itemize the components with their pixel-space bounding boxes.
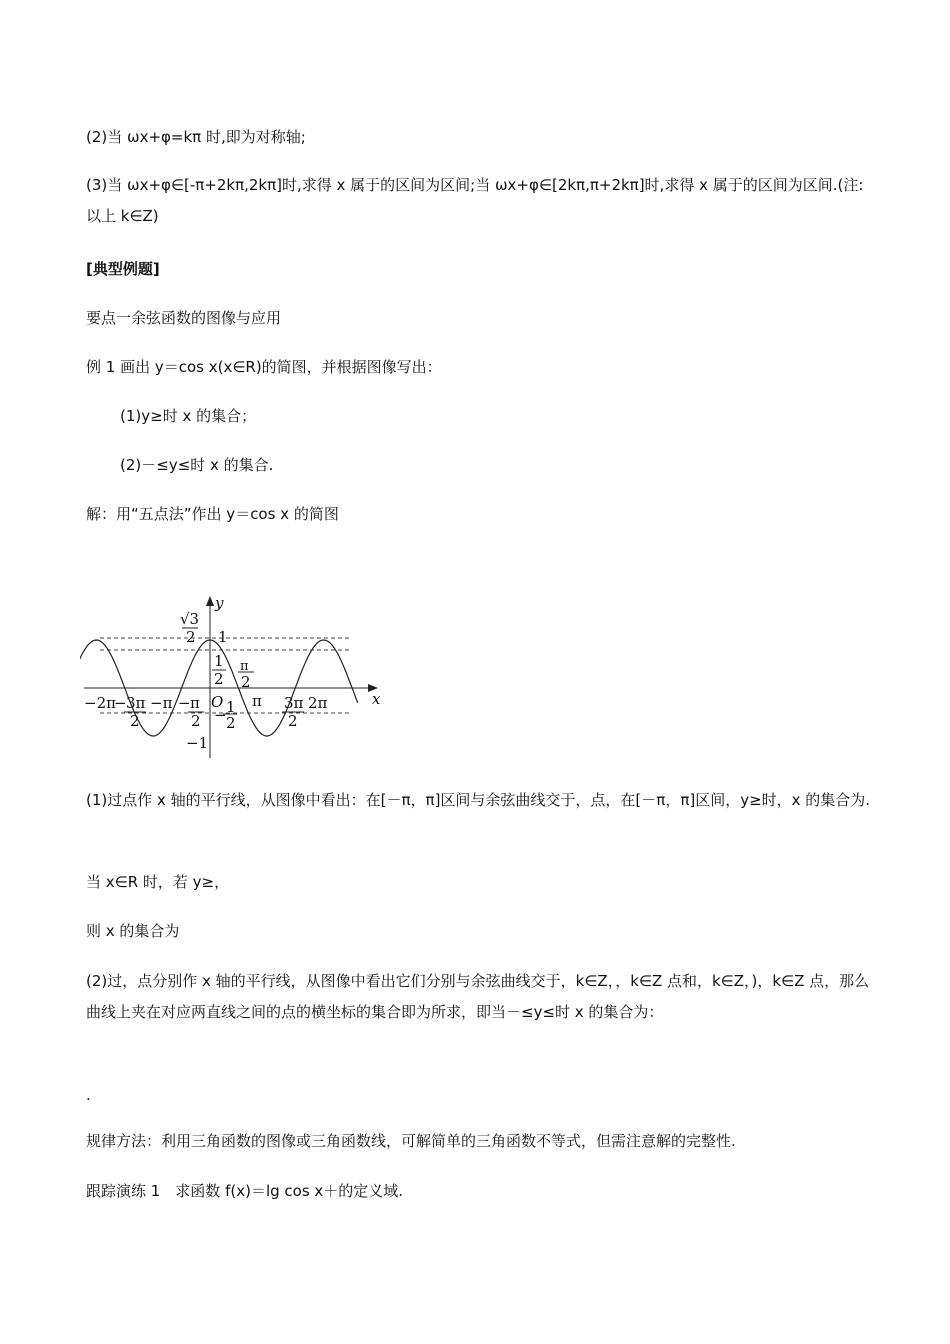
text-line-axis-of-symmetry: (2)当 ωx+φ=kπ 时,即为对称轴; [86,128,306,146]
pi-label: π [252,692,262,710]
section-heading-typical-examples: [典型例题] [86,260,160,278]
y-axis-arrow [206,596,214,606]
one-label: 1 [218,628,228,646]
x-axis-label: x [372,690,381,708]
solution-part-2-end: . [86,1086,91,1104]
cosine-graph [80,588,390,763]
neg-one-label: −1 [186,734,209,752]
neg-two-pi-label: −2π [84,694,116,712]
minus-sign: − [114,694,127,712]
neg-pi-label: −π [150,694,173,712]
pi-over-2-num-label: π [240,659,249,674]
practice-exercise-1: 跟踪演练 1 求函数 f(x)＝lg cos x＋的定义域. [86,1182,404,1200]
neg-half-num-label: 1 [226,698,236,716]
text-line-monotonic-interval: (3)当 ωx+φ∈[-π+2kπ,2kπ]时,求得 x 属于的区间为区间;当 ωx+φ∈[2kπ,π+2kπ]时,求得 x 属于的区间为区间.(注:以上 k∈Z) [86,176,864,225]
neg-pi-over-2-den-label: 2 [191,712,201,730]
pi-over-2-den-label: 2 [241,673,251,691]
minus-sign: − [214,706,227,724]
neg-3pi-num-label: 3π [126,694,146,712]
solution-part-2: (2)过，点分别作 x 轴的平行线，从图像中看出它们分别与余弦曲线交于，k∈Z，，k∈Z 点和，k∈Z，)，k∈Z 点，那么曲线上夹在对应两直线之间的点的横坐标的集合即为所求，即当－≤y≤时 x 的集合为： [86,972,870,1021]
y-axis-label: y [215,594,224,612]
example-1-part-2: (2)－≤y≤时 x 的集合. [120,456,274,474]
solution-intro: 解：用“五点法”作出 y＝cos x 的简图 [86,505,339,523]
three-pi-num-label: 3π [284,694,304,712]
solution-set-statement: 则 x 的集合为 [86,922,180,940]
example-1-statement: 例 1 画出 y＝cos x(x∈R)的简图，并根据图像写出： [86,358,442,376]
half-num-label: 1 [214,652,224,670]
neg-pi-over-2-num-label: π [190,694,200,712]
neg-half-den-label: 2 [226,714,236,732]
topic-heading: 要点一余弦函数的图像与应用 [86,309,282,327]
minus-sign: − [178,694,191,712]
half-den-label: 2 [214,670,224,688]
solution-real-domain: 当 x∈R 时，若 y≥， [86,873,230,891]
solution-part-1: (1)过点作 x 轴的平行线，从图像中看出：在[－π，π]区间与余弦曲线交于，点，在[－π，π]区间，y≥时，x 的集合为. [86,791,871,809]
sqrt3-den-label: 2 [186,628,196,646]
origin-label: O [211,693,224,711]
three-pi-den-label: 2 [288,712,298,730]
sqrt3-label: √3 [180,610,200,628]
method-summary: 规律方法：利用三角函数的图像或三角函数线，可解简单的三角函数不等式，但需注意解的完整性. [86,1132,736,1150]
neg-3pi-den-label: 2 [130,712,140,730]
example-1-part-1: (1)y≥时 x 的集合； [120,407,257,425]
two-pi-label: 2π [308,694,328,712]
